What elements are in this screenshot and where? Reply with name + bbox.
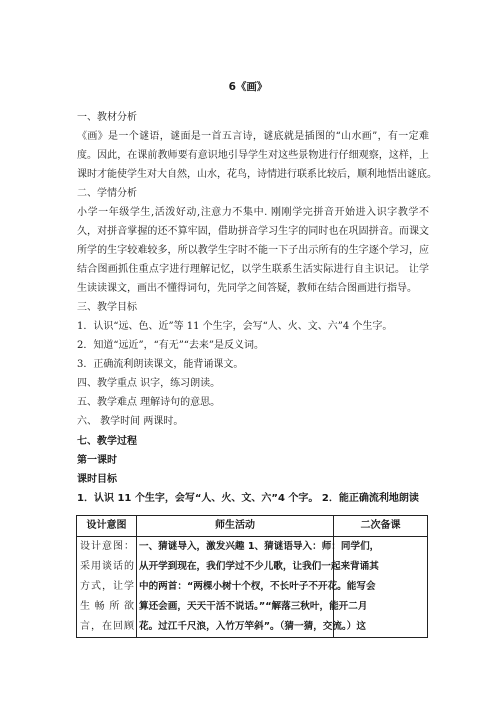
goal-item: 3．正确流利朗读课文，能背诵课文。 <box>77 359 244 370</box>
section-heading-difficulties: 五、教学难点 理解诗句的意思。 <box>77 397 221 408</box>
cell-text-line: 言，在回顾 <box>80 621 134 632</box>
header-activities: 师生活动 <box>137 516 334 537</box>
lesson-plan-table <box>76 515 428 638</box>
cell-text-line: 从开学到现在，我们学过不少儿歌，让我们一起来背诵其 <box>139 561 379 572</box>
paragraph-line: 结合图画抓住重点字进行理解记忆，以学生联系生活实际进行自主识记。 让学 <box>77 264 429 275</box>
section-heading-teaching-goals: 三、教学目标 <box>77 302 137 313</box>
period-goals-text: 1．认识 11 个生字，会写“人、火、文、六”4 个字。 2．能正确流利地朗读 <box>77 493 419 504</box>
lesson-title: 6《画》 <box>228 81 268 93</box>
paragraph-line: 生读读课文，画出不懂得词句，先同学之间答疑，教师在结合图画进行指导。 <box>77 283 417 294</box>
table-row <box>77 537 428 638</box>
cell-text-line: 方式，让学 <box>80 581 134 592</box>
header-second-prep: 二次备课 <box>334 516 428 537</box>
paragraph-line: 课时才能使学生对大自然，山水，花鸟，诗情进行联系比较后，顺利地悟出谜底。 <box>77 169 437 180</box>
section-heading-teaching-time: 六、 教学时间 两课时。 <box>77 416 184 427</box>
section-heading-teaching-process: 七、教学过程 <box>77 436 137 447</box>
paragraph-line: 《画》是一个谜语，谜面是一首五言诗，谜底就是插图的“山水画”，有一定难 <box>77 131 429 142</box>
cell-text-line: 设计意图： <box>80 541 134 552</box>
table-header-row <box>77 516 428 537</box>
section-heading-key-points: 四、教学重点 识字，练习朗读。 <box>77 378 221 389</box>
section-heading-textbook-analysis: 一、教材分析 <box>77 112 137 123</box>
paragraph-line: 度。因此，在课前教师要有意识地引导学生对这些景物进行仔细观察，这样，上 <box>77 150 429 161</box>
section-heading-student-analysis: 二、学情分析 <box>77 188 137 199</box>
paragraph-line: 久，对拼音掌握的还不算牢固，借助拼音学习生字的同时也在巩固拼音。而课文 <box>77 226 429 237</box>
period-goals-heading: 课时目标 <box>77 474 117 485</box>
cell-text-line: 一、猜谜导入，激发兴趣 1、猜谜语导入：师：同学们， <box>139 541 380 552</box>
cell-text-line: 生畅所欲 <box>80 601 134 612</box>
design-intent-cell <box>77 537 137 638</box>
paragraph-line: 小学一年级学生,活泼好动,注意力不集中. 刚刚学完拼音开始进入识字教学不 <box>77 207 429 218</box>
cell-text-line: 算还会画，天天干活不说话。”“解落三秋叶，能开二月 <box>139 601 368 612</box>
goal-item: 2．知道“远近”，“有无”“去来”是反义词。 <box>77 340 265 351</box>
cell-text-line: 中的两首：“两棵小树十个杈，不长叶子不开花。能写会 <box>139 581 376 592</box>
lesson-period-heading: 第一课时 <box>77 455 117 466</box>
paragraph-line: 所学的生字较难较多，所以教学生字时不能一下子出示所有的生字逐个学习，应 <box>77 245 429 256</box>
goal-item: 1．认识“远、色、近”等 11 个生字，会写“人、火、文、六”4 个生字。 <box>77 321 393 332</box>
activities-cell <box>137 537 380 638</box>
header-design-intent: 设计意图 <box>77 516 137 537</box>
cell-text-line: 采用谈话的 <box>80 561 134 572</box>
cell-text-line: 花。过江千尺浪，入竹万竿斜”。（猜一猜，交流。）这 <box>139 621 366 632</box>
